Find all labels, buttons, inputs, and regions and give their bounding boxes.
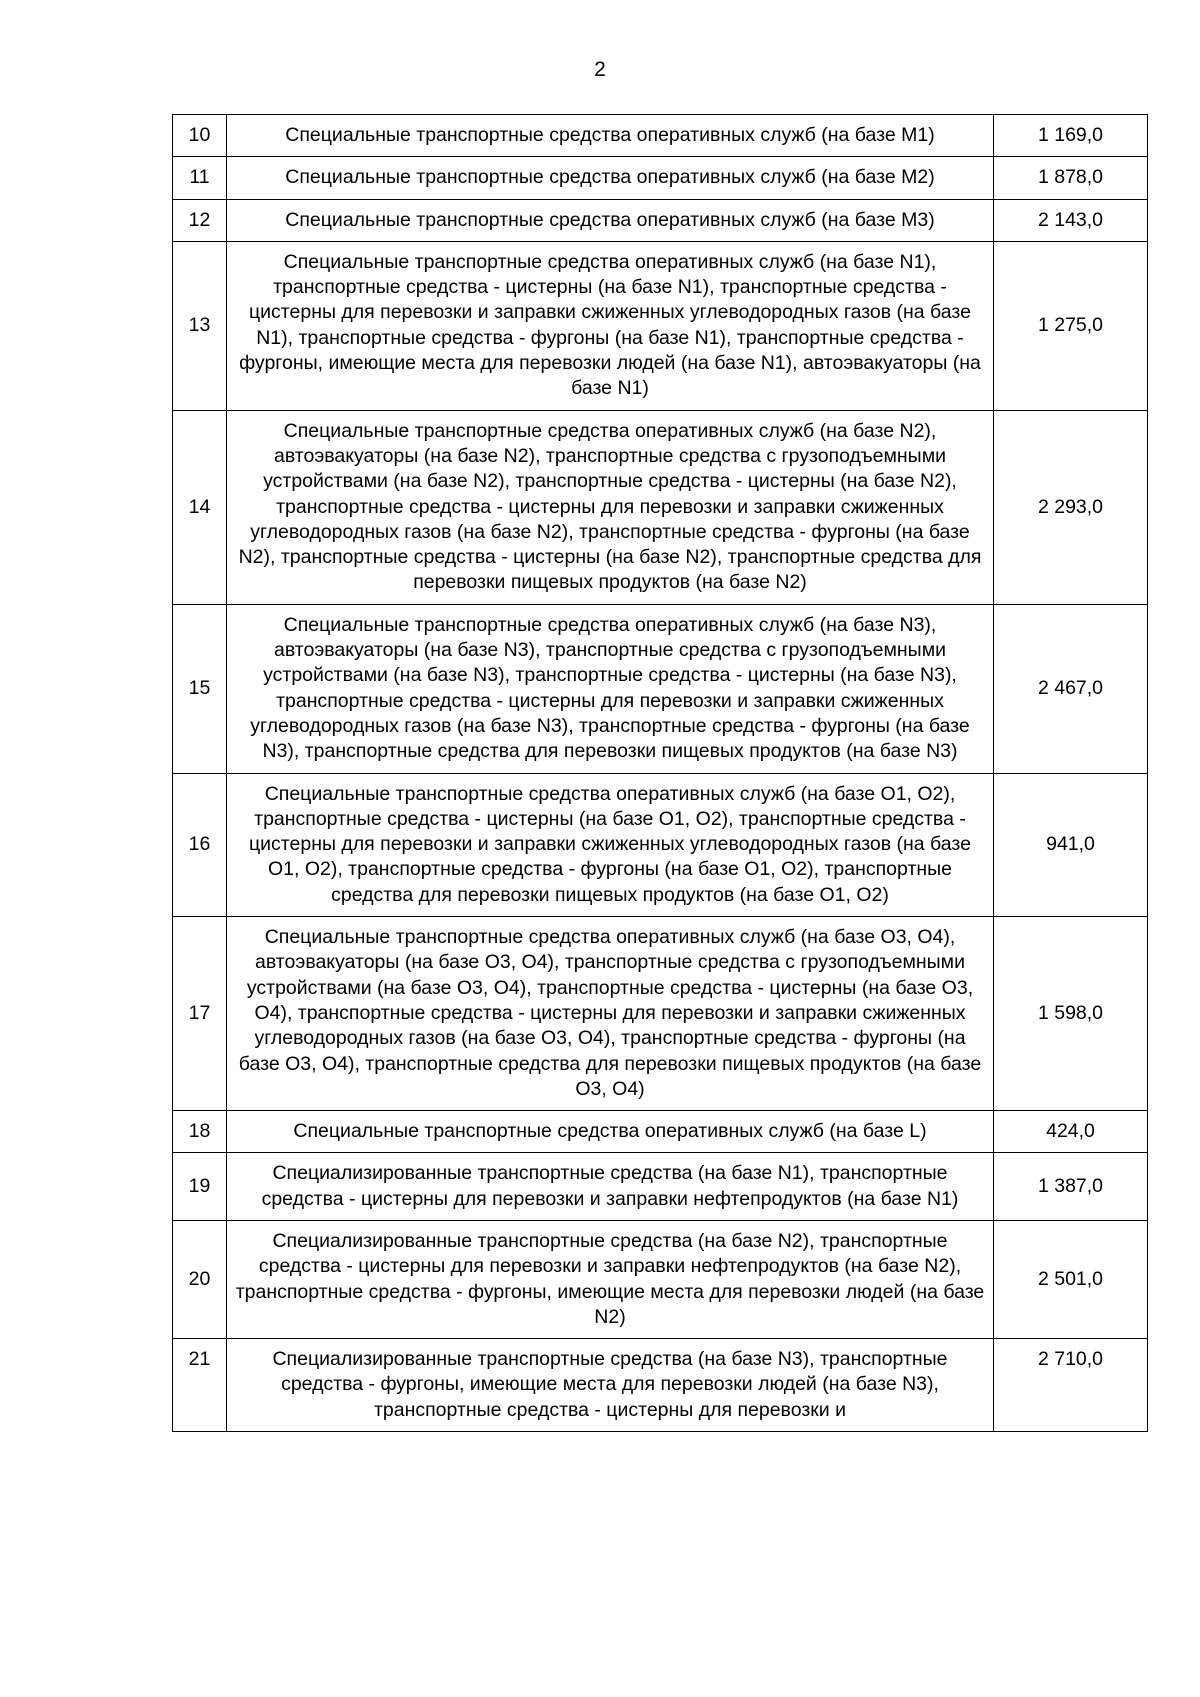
description-cell: Специализированные транспортные средства (на базе N1), транспортные средства - цистерны для перевозки и заправки нефтепродуктов (на базе N1) [227,1153,994,1221]
description-cell: Специальные транспортные средства оперативных служб (на базе М2) [227,157,994,199]
row-number-cell: 14 [173,410,227,604]
page-number: 2 [594,58,606,81]
value-cell: 1 598,0 [994,917,1148,1111]
row-number-cell: 15 [173,604,227,773]
row-number-cell: 20 [173,1220,227,1338]
row-number-cell: 16 [173,773,227,916]
row-number-cell: 11 [173,157,227,199]
row-number-cell: 18 [173,1111,227,1153]
row-number-cell: 12 [173,199,227,241]
table-row [173,410,1148,604]
row-number-cell: 10 [173,115,227,157]
table-row [173,917,1148,1111]
row-number-cell: 13 [173,241,227,410]
value-cell: 2 467,0 [994,604,1148,773]
table-row [173,1153,1148,1221]
value-cell: 1 878,0 [994,157,1148,199]
value-cell: 2 293,0 [994,410,1148,604]
value-cell: 941,0 [994,773,1148,916]
value-cell: 2 143,0 [994,199,1148,241]
table-row [173,241,1148,410]
value-cell: 1 387,0 [994,1153,1148,1221]
description-cell: Специальные транспортные средства оперативных служб (на базе М1) [227,115,994,157]
table-row [173,604,1148,773]
value-cell: 2 501,0 [994,1220,1148,1338]
description-cell: Специальные транспортные средства оперативных служб (на базе N2), автоэвакуаторы (на базе N2), транспортные средства с грузоподъемными устройствами (на базе N2), транспортные средства - цистерны (на базе N2), транспортные средства - цистерны для перевозки и заправки сжиженных углеводородных газов (на базе N2), транспортные средства - фургоны (на базе N2), транспортные средства - цистерны (на базе N2), транспортные средства для перевозки пищевых продуктов (на базе N2) [227,410,994,604]
table-row [173,1111,1148,1153]
table-row [173,773,1148,916]
table-row [173,157,1148,199]
value-cell: 1 275,0 [994,241,1148,410]
description-cell: Специальные транспортные средства оперативных служб (на базе N3), автоэвакуаторы (на базе N3), транспортные средства с грузоподъемными устройствами (на базе N3), транспортные средства - цистерны (на базе N3), транспортные средства - цистерны для перевозки и заправки сжиженных углеводородных газов (на базе N3), транспортные средства - фургоны (на базе N3), транспортные средства для перевозки пищевых продуктов (на базе N3) [227,604,994,773]
row-number-cell: 19 [173,1153,227,1221]
row-number-cell: 17 [173,917,227,1111]
description-cell: Специализированные транспортные средства (на базе N2), транспортные средства - цистерны для перевозки и заправки нефтепродуктов (на базе N2), транспортные средства - фургоны, имеющие места для перевозки людей (на базе N2) [227,1220,994,1338]
description-cell: Специальные транспортные средства оперативных служб (на базе L) [227,1111,994,1153]
description-cell: Специальные транспортные средства оперативных служб (на базе М3) [227,199,994,241]
description-cell: Специальные транспортные средства оперативных служб (на базе O3, O4), автоэвакуаторы (на базе O3, O4), транспортные средства с грузоподъемными устройствами (на базе O3, O4), транспортные средства - цистерны (на базе O3, O4), транспортные средства - цистерны для перевозки и заправки сжиженных углеводородных газов (на базе O3, O4), транспортные средства - фургоны (на базе O3, O4), транспортные средства для перевозки пищевых продуктов (на базе O3, O4) [227,917,994,1111]
description-cell: Специализированные транспортные средства (на базе N3), транспортные средства - фургоны, имеющие места для перевозки людей (на базе N3), транспортные средства - цистерны для перевозки и [227,1339,994,1432]
value-cell: 1 169,0 [994,115,1148,157]
row-number-cell: 21 [173,1339,227,1432]
value-cell: 2 710,0 [994,1339,1148,1432]
description-cell: Специальные транспортные средства оперативных служб (на базе O1, O2), транспортные средства - цистерны (на базе O1, O2), транспортные средства - цистерны для перевозки и заправки сжиженных углеводородных газов (на базе O1, O2), транспортные средства - фургоны (на базе O1, O2), транспортные средства для перевозки пищевых продуктов (на базе O1, O2) [227,773,994,916]
description-cell: Специальные транспортные средства оперативных служб (на базе N1), транспортные средства - цистерны (на базе N1), транспортные средства - цистерны для перевозки и заправки сжиженных углеводородных газов (на базе N1), транспортные средства - фургоны (на базе N1), транспортные средства - фургоны, имеющие места для перевозки людей (на базе N1), автоэвакуаторы (на базе N1) [227,241,994,410]
table-row [173,115,1148,157]
table-row [173,1220,1148,1338]
table-row [173,199,1148,241]
value-cell: 424,0 [994,1111,1148,1153]
tariff-table [172,114,1148,1432]
table-row [173,1339,1148,1432]
